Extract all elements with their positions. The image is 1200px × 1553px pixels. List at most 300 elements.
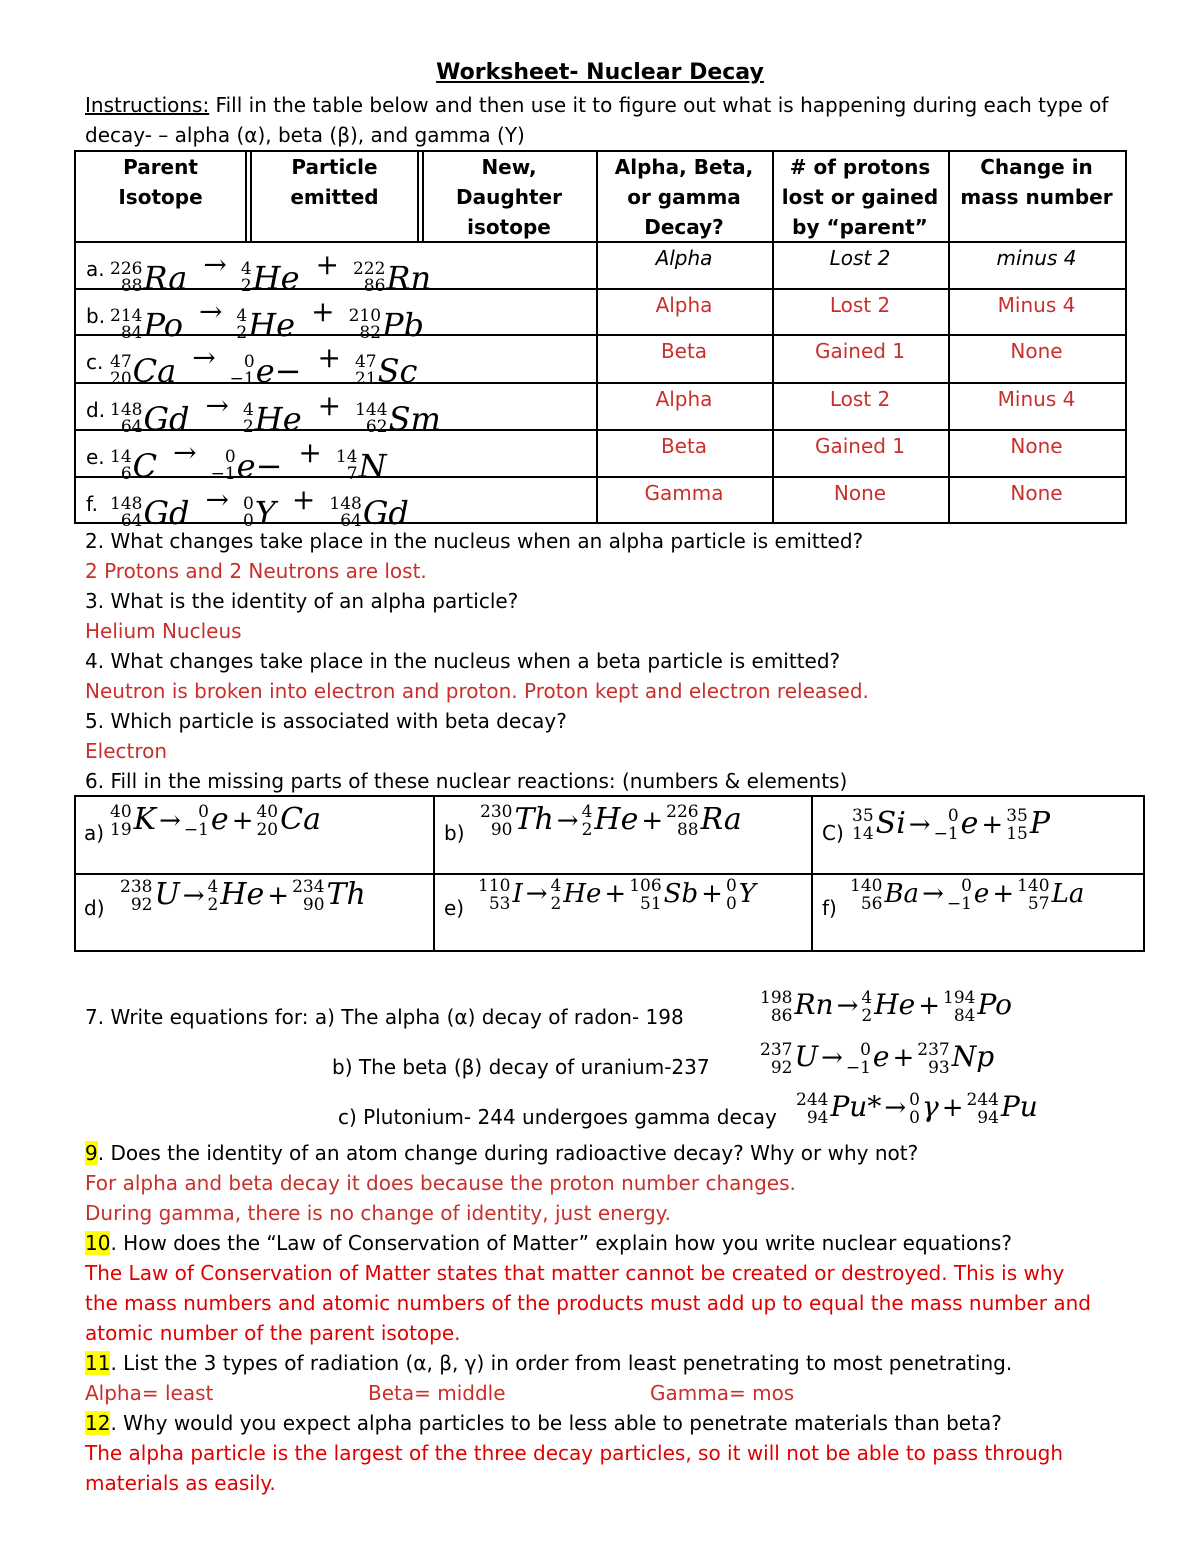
atomic-number: 2 [861,1005,873,1026]
header-line: Daughter [456,185,562,209]
atomic-number: 19 [110,820,132,840]
reaction-terms [478,876,756,914]
q10-answer-2: the mass numbers and atomic numbers of the products must add up to equal the mass number and [85,1291,1091,1315]
mass-number: 244 [796,1089,829,1110]
nuclide-stack [551,877,562,913]
atomic-number: 0 [725,894,737,914]
element-symbol: Si [875,806,906,841]
q11-answer-gamma: Gamma= mos [650,1381,795,1405]
element-symbol: Th [514,802,554,837]
decay-equation [110,336,419,391]
header-line: Alpha, Beta, [614,155,754,179]
arrow-icon: → [192,341,216,374]
mass-number: 47 [354,352,377,372]
arrow-icon: → [159,806,181,836]
atomic-number: −1 [845,1057,871,1078]
nuclide-stack [230,354,255,388]
q7-equation-a [760,988,1012,1025]
plus-icon: + [918,991,940,1021]
reaction-terms [110,802,321,840]
atomic-number: 94 [806,1107,829,1128]
row-label: f. [86,492,98,516]
q11-answer-alpha: Alpha= least [85,1381,214,1405]
q10-number: 10 [85,1231,111,1255]
mass-number: 4 [581,802,593,822]
element-symbol: e− [255,352,302,390]
nuclide-stack [256,803,278,839]
nuclide-stack [329,496,361,530]
header-line: or gamma [627,185,741,209]
cell-protons: Lost 2 [829,387,891,411]
plus-icon: + [981,810,1004,840]
atomic-number: 2 [207,895,219,915]
element-symbol: Th [326,877,366,912]
mass-number: 4 [242,400,254,420]
atomic-number: 88 [676,820,699,840]
reaction-terms [852,806,1051,844]
mass-number: 0 [860,1039,871,1060]
mass-number: 0 [198,802,209,822]
plus-icon: + [298,436,322,469]
mass-number: 0 [961,876,972,896]
nuclide-stack [629,877,661,913]
arrow-icon: → [205,389,229,422]
atomic-number: 84 [953,1005,976,1026]
reaction-equation [120,877,366,914]
q11-text: . List the 3 types of radiation (α, β, γ) in order from least penetrating to most penetrating. [110,1351,1013,1375]
header-line: Isotope [118,185,203,209]
q9-text: . Does the identity of an atom change during radioactive decay? Why or why not? [97,1141,919,1165]
cell-type: Alpha [655,246,713,270]
mass-number: 194 [943,987,976,1008]
arrow-icon: → [182,881,205,911]
atomic-number: 0 [909,1107,920,1128]
plus-icon: + [317,341,341,374]
mass-number: 0 [947,806,959,826]
element-symbol: Ba [884,879,920,909]
nuclide-stack [184,803,209,839]
nuclide-stack [934,807,959,843]
element-symbol: Ra [700,802,742,837]
nuclide-stack [760,1041,792,1077]
atomic-number: 21 [354,369,377,389]
atomic-number: 57 [1027,894,1050,914]
atomic-number: 82 [359,323,382,343]
element-symbol: I [512,879,523,909]
nuclide-stack [1006,807,1028,843]
header-line: mass number [960,185,1113,209]
nuclide-stack [966,1091,998,1127]
mass-number: 0 [242,494,254,514]
nuclide-stack [355,354,377,388]
mass-number: 106 [629,876,662,896]
element-symbol: Pb [382,306,425,344]
element-symbol: Rn [386,259,432,297]
element-symbol: Gd [143,494,190,532]
atomic-number: −1 [946,894,972,914]
nuclide-stack [917,1041,949,1077]
row-label: e. [86,445,105,469]
reaction-label: d) [84,896,105,920]
element-symbol: e [960,806,979,841]
header-line: Decay? [644,215,724,239]
atomic-number: 64 [340,511,362,531]
nuclide-stack [110,354,132,388]
atomic-number: 86 [363,276,386,296]
atomic-number: 90 [302,895,325,915]
plus-icon: + [291,483,316,516]
q10-answer-3: atomic number of the parent isotope. [85,1321,461,1345]
mass-number: 226 [666,802,699,822]
cell-protons: Gained 1 [814,339,906,363]
plus-icon: + [315,248,339,281]
element-symbol: He [874,988,916,1021]
plus-icon: + [641,806,664,836]
mass-number: 237 [917,1039,950,1060]
element-symbol: Pu [1000,1090,1038,1123]
mass-number: 4 [236,306,248,326]
q11-answer-beta: Beta= middle [368,1381,506,1405]
element-symbol: Rn [794,988,834,1021]
plus-icon: + [317,389,342,422]
mass-number: 214 [110,306,143,326]
reaction-equation [850,877,1084,913]
element-symbol: He [254,400,302,438]
nuclide-stack [947,877,972,913]
element-symbol: He [563,879,602,909]
q10-answer-1: The Law of Conservation of Matter states that matter cannot be created or destroyed. This is why [85,1261,1065,1285]
arrow-icon: → [836,991,859,1021]
arrow-icon: → [821,1043,843,1073]
header-col-1 [74,152,247,212]
plus-icon: + [941,1093,964,1123]
header-col-6 [948,152,1125,212]
element-symbol: Po [977,988,1013,1021]
cell-protons: Lost 2 [829,246,891,270]
atomic-number: 62 [365,417,388,437]
mass-number: 40 [256,802,279,822]
mass-number: 148 [110,494,143,514]
row-label: a. [86,257,105,281]
q7-equation-b [760,1040,994,1077]
arrow-icon: → [198,295,223,328]
instructions-text-1: Fill in the table below and then use it to figure out what is happening during each type of [209,93,1109,117]
header-col-3 [422,152,596,242]
atomic-number: 94 [977,1107,999,1128]
plus-icon: + [604,879,627,909]
q12-answer-2: materials as easily. [85,1471,276,1495]
element-symbol: Ra [143,259,188,297]
cell-mass-change: Minus 4 [997,387,1076,411]
nuclide-stack [850,877,882,913]
atomic-number: 86 [770,1005,793,1026]
atomic-number: 53 [488,894,511,914]
element-symbol: γ [921,1090,939,1123]
mass-number: 234 [292,877,325,897]
q9-question [85,1138,918,1168]
cell-mass-change: minus 4 [996,246,1077,270]
reaction-terms [796,1089,1038,1128]
header-line: by “parent” [792,215,928,239]
cell-type: Alpha [655,293,713,317]
reaction-label: b) [444,821,465,845]
arrow-icon: → [203,248,227,281]
atomic-number: 20 [256,820,279,840]
header-line: lost or gained [781,185,939,209]
plus-icon: + [892,1043,915,1073]
element-symbol: He [594,802,639,837]
q12-text: . Why would you expect alpha particles to be less able to penetrate materials than beta? [110,1411,1002,1435]
element-symbol: Gd [362,494,409,532]
atomic-number: 15 [1006,824,1028,844]
q11-number: 11 [85,1351,111,1375]
reaction-label: a) [84,821,105,845]
reaction-equation [852,806,1050,843]
atomic-number: −1 [183,820,209,840]
element-symbol: Sb [663,879,699,909]
plus-icon: + [992,879,1015,909]
element-symbol: Sc [377,352,418,390]
element-symbol: N [358,447,387,485]
mass-number: 110 [478,876,511,896]
header-line: New, [481,155,537,179]
instructions-line-1 [85,90,1108,120]
element-symbol: e− [236,447,283,485]
q4-question: 4. What changes take place in the nucleus when a beta particle is emitted? [85,649,841,673]
mass-number: 244 [966,1089,999,1110]
arrow-icon: → [556,806,579,836]
reaction-terms [760,1039,995,1078]
mass-number: 148 [110,400,143,420]
mass-number: 14 [335,447,358,467]
atomic-number: −1 [210,464,236,484]
atomic-number: 64 [120,511,143,531]
element-symbol: He [252,259,300,297]
element-symbol: Y [254,494,276,532]
mass-number: 238 [120,877,153,897]
arrow-icon: → [922,879,944,909]
worksheet-title: Worksheet- Nuclear Decay [436,60,764,85]
atomic-number: −1 [933,824,959,844]
cell-type: Alpha [655,387,713,411]
atomic-number: 2 [550,894,562,914]
atomic-number: 2 [242,417,254,437]
q10-text: . How does the “Law of Conservation of Matter” explain how you write nuclear equations? [110,1231,1012,1255]
reaction-label: C) [822,821,844,845]
instructions-line-2: decay- – alpha (α), beta (β), and gamma (Υ) [85,123,525,147]
nuclide-stack [120,878,152,914]
cell-protons: Lost 2 [829,293,891,317]
nuclide-stack [726,877,737,913]
element-symbol: U [794,1040,819,1073]
mass-number: 14 [110,447,132,467]
nuclide-stack [582,803,593,839]
element-symbol: Np [951,1040,995,1073]
q7-equation-c [796,1090,1038,1127]
cell-type: Gamma [644,481,724,505]
atomic-number: 84 [120,323,143,343]
element-symbol: La [1051,879,1085,909]
mass-number: 198 [760,987,793,1008]
cell-type: Beta [660,434,708,458]
reaction-terms [760,987,1013,1026]
header-line: Change in [980,155,1093,179]
element-symbol: Ca [132,352,177,390]
element-symbol: Gd [143,400,190,438]
element-symbol: Po [143,306,183,344]
plus-icon: + [701,879,723,909]
mass-number: 0 [909,1089,920,1110]
mass-number: 4 [240,259,252,279]
plus-icon: + [267,881,290,911]
arrow-icon: → [525,879,548,909]
atomic-number: 0 [242,511,254,531]
atomic-number: 88 [120,276,143,296]
q3-answer: Helium Nucleus [85,619,242,643]
q7-c: c) Plutonium- 244 undergoes gamma decay [338,1105,777,1129]
atomic-number: 14 [852,824,874,844]
header-line: isotope [467,215,551,239]
q12-question [85,1408,1002,1438]
row-label: d. [86,398,106,422]
element-symbol: e [872,1040,890,1073]
cell-type: Beta [660,339,708,363]
row-label: c. [86,350,104,374]
q10-question [85,1228,1012,1258]
nuclide-stack [1017,877,1049,913]
arrow-icon: → [908,810,931,840]
q4-answer: Neutron is broken into electron and proton. Proton kept and electron released. [85,679,869,703]
instructions-label: Instructions: [85,93,210,117]
element-symbol: Y [738,879,756,909]
q9-answer-1: For alpha and beta decay it does because the proton number changes. [85,1171,796,1195]
atomic-number: −1 [229,369,255,389]
reaction-label: e) [444,896,465,920]
atomic-number: 2 [236,323,248,343]
mass-number: 140 [1017,876,1050,896]
q7-b: b) The beta (β) decay of uranium-237 [332,1055,710,1079]
reaction-equation [480,802,742,839]
header-col-4 [596,152,772,242]
element-symbol: Ca [280,802,321,837]
cell-mass-change: None [1010,481,1063,505]
arrow-icon: → [205,483,229,516]
element-symbol: e [210,802,229,837]
nuclide-stack [796,1091,828,1127]
mass-number: 0 [725,876,737,896]
q2-answer: 2 Protons and 2 Neutrons are lost. [85,559,427,583]
atomic-number: 20 [110,369,132,389]
arrow-icon: → [173,436,197,469]
atomic-number: 2 [581,820,593,840]
atomic-number: 6 [120,464,132,484]
mass-number: 0 [224,447,236,467]
nuclide-stack [478,877,510,913]
q3-question: 3. What is the identity of an alpha particle? [85,589,519,613]
header-line: Parent [123,155,198,179]
nuclide-stack [110,803,132,839]
nuclide-stack [666,803,698,839]
q9-answer-2: During gamma, there is no change of identity, just energy. [85,1201,672,1225]
atomic-number: 92 [130,895,153,915]
decay-equation [110,478,411,533]
mass-number: 35 [1006,806,1028,826]
reaction-terms [120,877,366,915]
header-line: emitted [290,185,379,209]
element-symbol: Sm [388,400,441,438]
mass-number: 230 [480,802,513,822]
mass-number: 4 [550,876,562,896]
q7-intro: 7. Write equations for: a) The alpha (α) decay of radon- 198 [85,1005,684,1029]
header-col-2 [247,152,422,212]
q9-number: 9 [85,1141,98,1165]
atomic-number: 56 [860,894,883,914]
header-line: Particle [291,155,378,179]
plus-icon: + [231,806,254,836]
atomic-number: 7 [346,464,358,484]
arrow-icon: → [884,1093,907,1123]
reaction-terms [850,876,1085,914]
nuclide-stack [292,878,324,914]
header-line: # of protons [789,155,931,179]
mass-number: 4 [207,877,219,897]
atomic-number: 92 [770,1057,793,1078]
cell-protons: Gained 1 [814,434,906,458]
mass-number: 4 [861,987,873,1008]
q11-question [85,1348,1012,1378]
mass-number: 40 [110,802,132,822]
element-symbol: He [220,877,265,912]
reaction-equation [478,877,756,913]
element-symbol: K [133,802,157,837]
cell-protons: None [833,481,887,505]
reaction-terms [480,802,742,840]
q6-question: 6. Fill in the missing parts of these nuclear reactions: (numbers & elements) [85,769,848,793]
mass-number: 222 [352,259,386,279]
element-symbol: U [154,877,180,912]
cell-mass-change: None [1010,434,1063,458]
nuclide-stack [243,496,254,530]
q2-question: 2. What changes take place in the nucleus when an alpha particle is emitted? [85,529,864,553]
mass-number: 47 [110,352,132,372]
mass-number: 144 [355,400,388,420]
atomic-number: 51 [640,894,662,914]
atomic-number: 2 [240,276,252,296]
nuclide-stack [909,1091,920,1127]
plus-icon: + [311,295,335,328]
element-symbol: e [973,879,990,909]
q12-number: 12 [85,1411,111,1435]
mass-number: 226 [110,259,143,279]
mass-number: 140 [850,876,883,896]
mass-number: 210 [348,306,382,326]
q12-answer-1: The alpha particle is the largest of the three decay particles, so it will not be able to pass through [85,1441,1064,1465]
nuclide-stack [760,989,792,1025]
reaction-label: f) [822,896,837,920]
nuclide-stack [208,878,219,914]
mass-number: 0 [243,352,255,372]
nuclide-stack [943,989,975,1025]
mass-number: 237 [760,1039,793,1060]
nuclide-stack [480,803,512,839]
row-label: b. [86,304,106,328]
element-symbol: Pu* [830,1090,882,1123]
reaction-equation [110,802,321,839]
q5-answer: Electron [85,739,168,763]
nuclide-stack [852,807,874,843]
element-symbol: C [132,447,158,485]
mass-number: 148 [329,494,362,514]
